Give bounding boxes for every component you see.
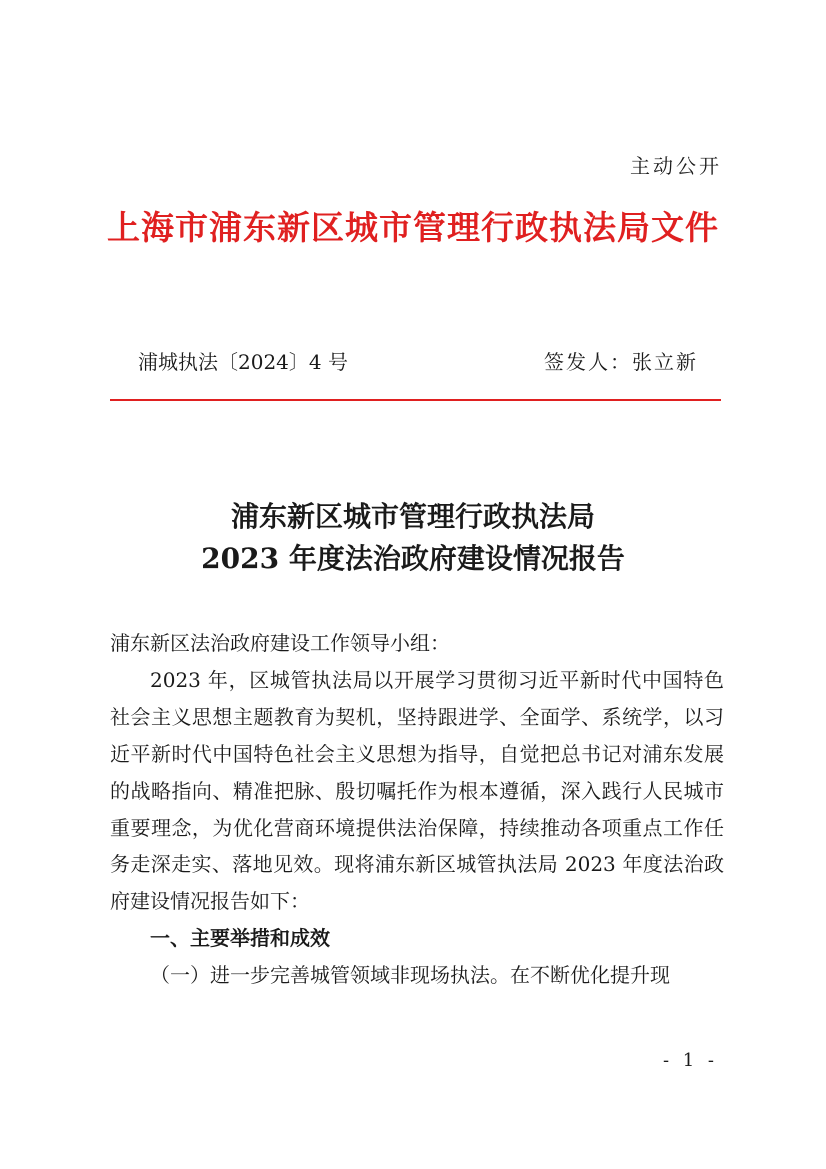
salutation: 浦东新区法治政府建设工作领导小组： [110, 631, 450, 655]
signer: 签发人：张立新 [544, 350, 698, 374]
document-body [110, 625, 724, 994]
red-divider [110, 399, 721, 401]
issuer-heading: 上海市浦东新区城市管理行政执法局文件 [107, 208, 719, 247]
subsection-heading: （一）进一步完善城管领域非现场执法。在不断优化提升现 [150, 963, 670, 988]
document-info-line [138, 346, 698, 375]
document-number: 浦城执法〔2024〕4 号 [138, 350, 348, 374]
disclosure-label: 主动公开 [630, 154, 722, 178]
title-line-1: 浦东新区城市管理行政执法局 [230, 500, 595, 533]
title-line-2: 2023 年度法治政府建设情况报告 [201, 542, 625, 575]
document-title [0, 496, 826, 580]
section-heading: 一、主要举措和成效 [150, 926, 330, 951]
body-paragraph: 2023 年，区城管执法局以开展学习贯彻习近平新时代中国特色社会主义思想主题教育为契机，坚持跟进学、全面学、系统学，以习近平新时代中国特色社会主义思想为指导，自觉把总书记对浦东发展的战略指向、精准把脉、殷切嘱托作为根本遵循，深入践行人民城市重要理念，为优化营商环境提供法治保障，持续推动各项重点工作任务走深走实、落地见效。现将浦东新区城管执法局 2023 年度法治政府建设情况报告如下： [110, 667, 724, 914]
page-number: - 1 - [662, 1050, 718, 1071]
